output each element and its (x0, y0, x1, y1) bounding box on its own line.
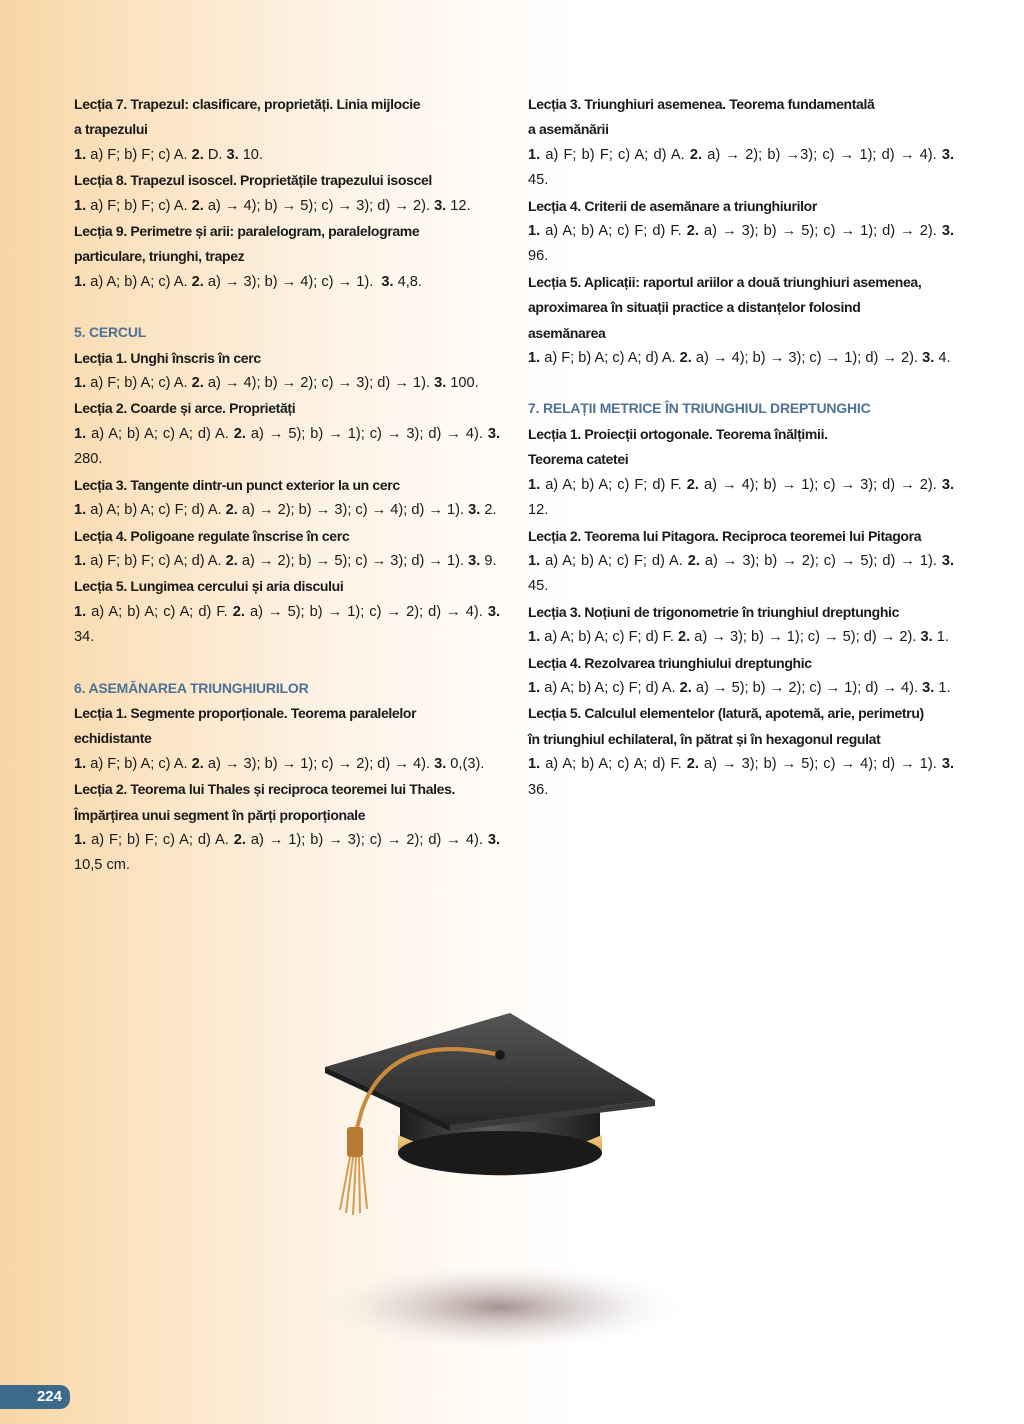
lesson-title: Lecția 8. Trapezul isoscel. Proprietățile trapezului isoscel (74, 172, 432, 189)
lesson-title: Lecția 5. Calculul elementelor (latură, apotemă, arie, perimetru) (528, 705, 924, 722)
lesson-title: a trapezului (74, 121, 148, 138)
answer-line: 1. a) F; b) A; c) A. 2. a) → 3); b) → 1); c) → 2); d) → 4). 3. 0,(3). (74, 755, 485, 772)
answer-line: 1. a) A; b) A; c) F; d) A. 2. a) → 3); b) → 2); c) → 5); d) → 1). 3. 45. (528, 552, 955, 595)
lesson-title: Lecția 3. Noțiuni de trigonometrie în triunghiul dreptunghic (528, 603, 900, 620)
lesson-title: Lecția 7. Trapezul: clasificare, proprietăți. Linia mijlocie (74, 96, 421, 112)
lesson-title: asemănarea (528, 324, 606, 341)
answer-line: 1. a) A; b) A; c) F; d) A. 2. a) → 2); b) → 3); c) → 4); d) → 1). 3. 2. (74, 502, 497, 519)
lesson-title: Lecția 1. Segmente proporționale. Teorema paralelelor (74, 704, 417, 721)
chapter-heading: 6. ASEMĂNAREA TRIUNGHIURILOR (74, 679, 309, 696)
left-column (74, 92, 500, 879)
lesson-title: a asemănării (528, 121, 609, 138)
answer-line: 1. a) A; b) A; c) F; d) F. 2. a) → 4); b) → 1); c) → 3); d) → 2). 3. 12. (528, 476, 954, 519)
lesson-title: Lecția 9. Perimetre și arii: paralelogram, paralelograme (74, 223, 420, 240)
lesson-title: Lecția 3. Triunghiuri asemenea. Teorema fundamentală (528, 96, 875, 112)
lesson-title: Lecția 4. Criterii de asemănare a triunghiurilor (528, 197, 817, 214)
answer-line: 1. a) A; b) A; c) A. 2. a) → 3); b) → 4); c) → 1). 3. 4,8. (74, 273, 422, 290)
answer-line: 1. a) A; b) A; c) A; d) F. 2. a) → 3); b) → 5); c) → 4); d) → 1). 3. 36. (528, 756, 954, 798)
page-number: 224 (0, 1385, 70, 1409)
answer-line: 1. a) A; b) A; c) F; d) A. 2. a) → 5); b) → 2); c) → 1); d) → 4). 3. 1. (528, 679, 951, 696)
lesson-title: Lecția 1. Proiecții ortogonale. Teorema înălțimii. (528, 425, 828, 442)
lesson-title: particulare, triunghi, trapez (74, 248, 245, 265)
lesson-title: Lecția 2. Teorema lui Thales și reciproca teoremei lui Thales. (74, 781, 456, 798)
answer-line: 1. a) A; b) A; c) F; d) F. 2. a) → 3); b) → 5); c) → 1); d) → 2). 3. 96. (528, 223, 954, 265)
answer-line: 1. a) F; b) F; c) A; d) A. 2. a) → 2); b) → 5); c) → 3); d) → 1). 3. 9. (74, 552, 497, 569)
lesson-title: Lecția 3. Tangente dintr-un punct exterior la un cerc (74, 476, 400, 493)
lesson-title: Lecția 1. Unghi înscris în cerc (74, 349, 261, 366)
answer-line: 1. a) F; b) F; c) A; d) A. 2. a) → 1); b) → 3); c) → 2); d) → 4). 3. 10,5 cm. (74, 831, 500, 874)
right-column (528, 92, 954, 803)
lesson-title: Lecția 4. Rezolvarea triunghiului dreptunghic (528, 654, 812, 671)
lesson-title: Lecția 5. Aplicații: raportul ariilor a două triunghiuri asemenea, (528, 273, 922, 290)
answer-line: 1. a) A; b) A; c) A; d) A. 2. a) → 5); b) → 1); c) → 3); d) → 4). 3. 280. (74, 425, 500, 468)
lesson-title: Lecția 2. Teorema lui Pitagora. Reciproca teoremei lui Pitagora (528, 527, 922, 544)
answer-line: 1. a) F; b) A; c) A; d) A. 2. a) → 4); b) → 3); c) → 1); d) → 2). 3. 4. (528, 350, 951, 367)
lesson-title: Lecția 2. Coarde și arce. Proprietăți (74, 400, 296, 417)
answer-line: 1. a) A; b) A; c) A; d) F. 2. a) → 5); b) → 1); c) → 2); d) → 4). 3. 34. (74, 603, 500, 646)
chapter-heading: 7. RELAȚII METRICE ÎN TRIUNGHIUL DREPTUNGHIC (528, 400, 871, 417)
chapter-heading: 5. CERCUL (74, 324, 147, 341)
answer-line: 1. a) F; b) F; c) A; d) A. 2. a) → 2); b) →3); c) → 1); d) → 4). 3. 45. (528, 146, 954, 189)
lesson-title: Împărțirea unui segment în părți proporționale (74, 806, 366, 823)
graduation-cap-icon (300, 995, 700, 1375)
lesson-title: aproximarea în situații practice a distanțelor folosind (528, 299, 861, 316)
lesson-title: Teorema catetei (528, 451, 629, 468)
lesson-title: echidistante (74, 730, 152, 747)
lesson-title: Lecția 4. Poligoane regulate înscrise în cerc (74, 527, 350, 544)
answer-line: 1. a) F; b) A; c) A. 2. a) → 4); b) → 2); c) → 3); d) → 1). 3. 100. (74, 375, 479, 392)
answer-line: 1. a) F; b) F; c) A. 2. a) → 4); b) → 5); c) → 3); d) → 2). 3. 12. (74, 197, 471, 214)
answer-line: 1. a) A; b) A; c) F; d) F. 2. a) → 3); b) → 1); c) → 5); d) → 2). 3. 1. (528, 629, 949, 646)
lesson-title: Lecția 5. Lungimea cercului și aria discului (74, 578, 344, 595)
lesson-title: în triunghiul echilateral, în pătrat și în hexagonul regulat (528, 730, 881, 747)
answer-line: 1. a) F; b) F; c) A. 2. D. 3. 10. (74, 146, 263, 163)
